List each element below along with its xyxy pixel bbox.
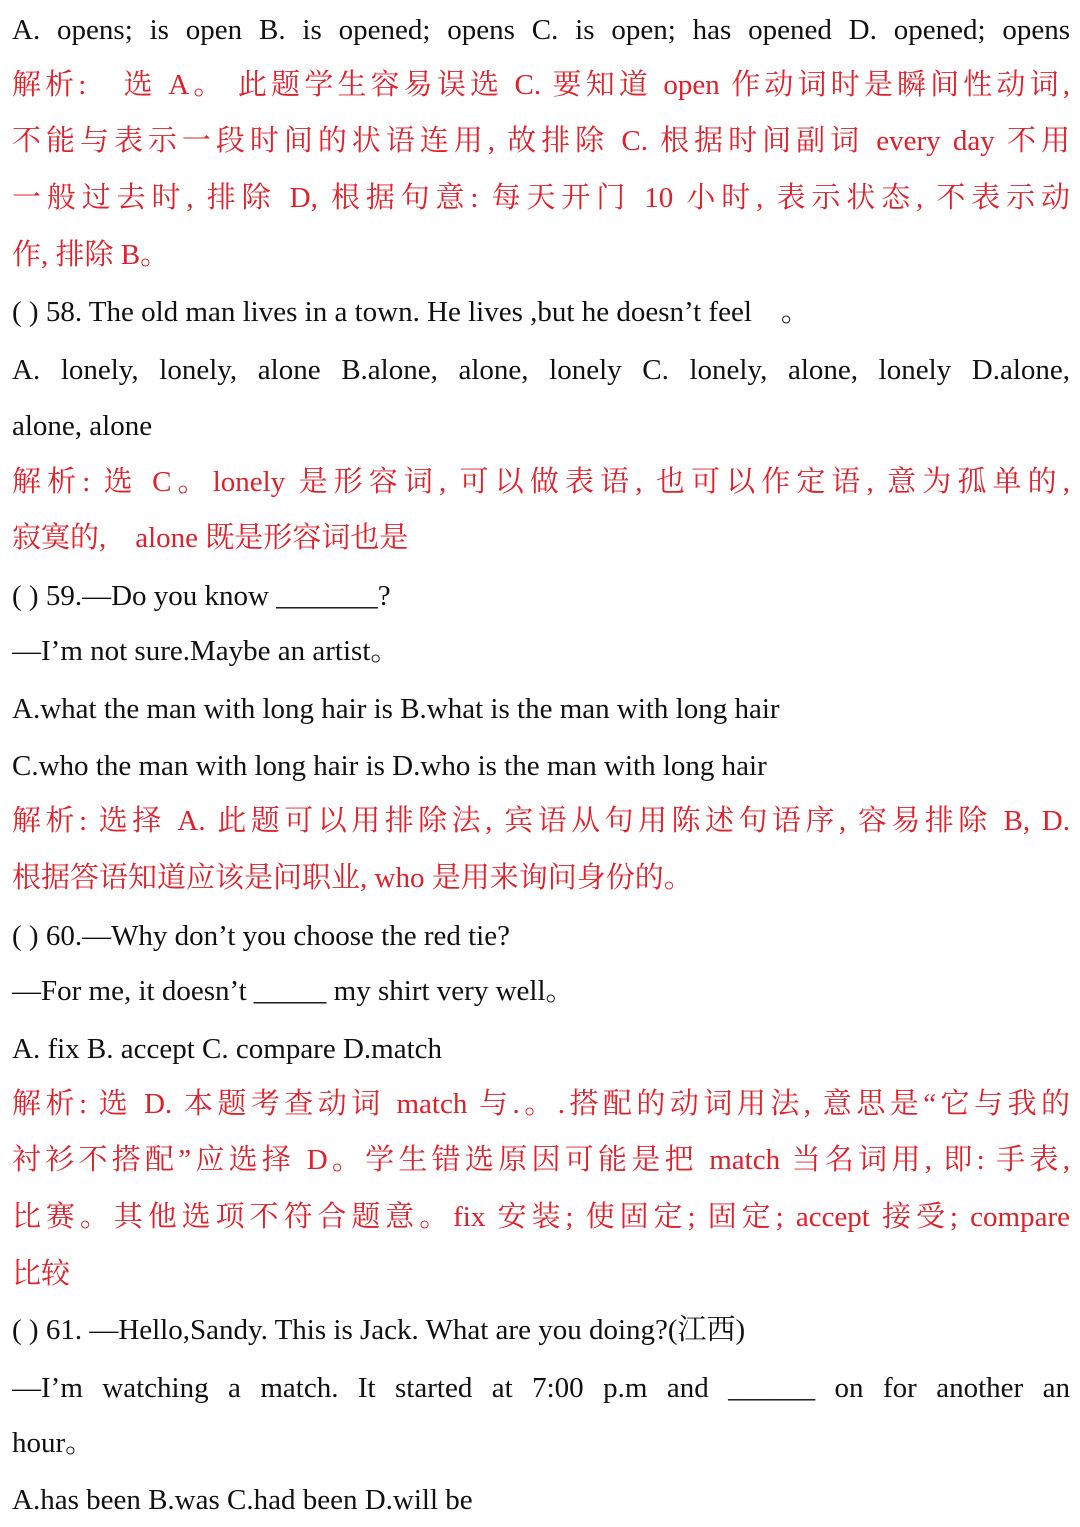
question-line: A. fix B. accept C. compare D.match (12, 1033, 443, 1065)
question-line: A.has been B.was C.had been D.will be (12, 1484, 473, 1516)
analysis-line: 比赛。其他选项不符合题意。fix 安装; 使固定; 固定; accept 接受; compare (12, 1201, 1070, 1233)
question-line: —For me, it doesn’t _____ my shirt very well。 (12, 975, 575, 1007)
question-line: A.what the man with long hair is B.what is the man with long hair (12, 693, 780, 725)
question-line: A. opens; is open B. is opened; opens C. is open; has opened D. opened; opens (12, 14, 1070, 46)
analysis-line: 不能与表示一段时间的状语连用, 故排除 C. 根据时间副词 every day 不用 (12, 125, 1070, 157)
analysis-line: 一般过去时, 排除 D, 根据句意: 每天开门 10 小时, 表示状态, 不表示动 (12, 182, 1070, 214)
question-line: ( ) 58. The old man lives in a town. He lives ,but he doesn’t feel 。 (12, 296, 810, 328)
analysis-line: 解析: 选 C。lonely 是形容词, 可以做表语, 也可以作定语, 意为孤单的, (12, 466, 1070, 498)
analysis-line: 解析: 选 A。 此题学生容易误选 C. 要知道 open 作动词时是瞬间性动词, (12, 69, 1070, 101)
question-line: hour。 (12, 1427, 95, 1459)
question-line: alone, alone (12, 410, 153, 442)
analysis-line: 作, 排除 B。 (12, 239, 170, 271)
analysis-line: 根据答语知道应该是问职业, who 是用来询问身份的。 (12, 862, 693, 894)
question-line: —I’m watching a match. It started at 7:00 p.m and ______ on for another an (12, 1372, 1070, 1404)
question-line: ( ) 61. —Hello,Sandy. This is Jack. What are you doing?(江西) (12, 1314, 746, 1346)
analysis-line: 解析: 选择 A. 此题可以用排除法, 宾语从句用陈述句语序, 容易排除 B, D. (12, 805, 1070, 837)
question-line: C.who the man with long hair is D.who is the man with long hair (12, 750, 767, 782)
question-line: ( ) 59.—Do you know _______? (12, 580, 391, 612)
analysis-line: 衬衫不搭配”应选择 D。学生错选原因可能是把 match 当名词用, 即: 手表, (12, 1144, 1070, 1176)
analysis-line: 寂寞的, alone 既是形容词也是 (12, 522, 409, 554)
question-line: A. lonely, lonely, alone B.alone, alone, lonely C. lonely, alone, lonely D.alone, (12, 354, 1070, 386)
analysis-line: 解析: 选 D. 本题考查动词 match 与.。.搭配的动词用法, 意思是“它与我的 (12, 1088, 1070, 1120)
question-line: ( ) 60.—Why don’t you choose the red tie? (12, 920, 510, 952)
question-line: —I’m not sure.Maybe an artist。 (12, 635, 400, 667)
analysis-line: 比较 (12, 1258, 71, 1290)
